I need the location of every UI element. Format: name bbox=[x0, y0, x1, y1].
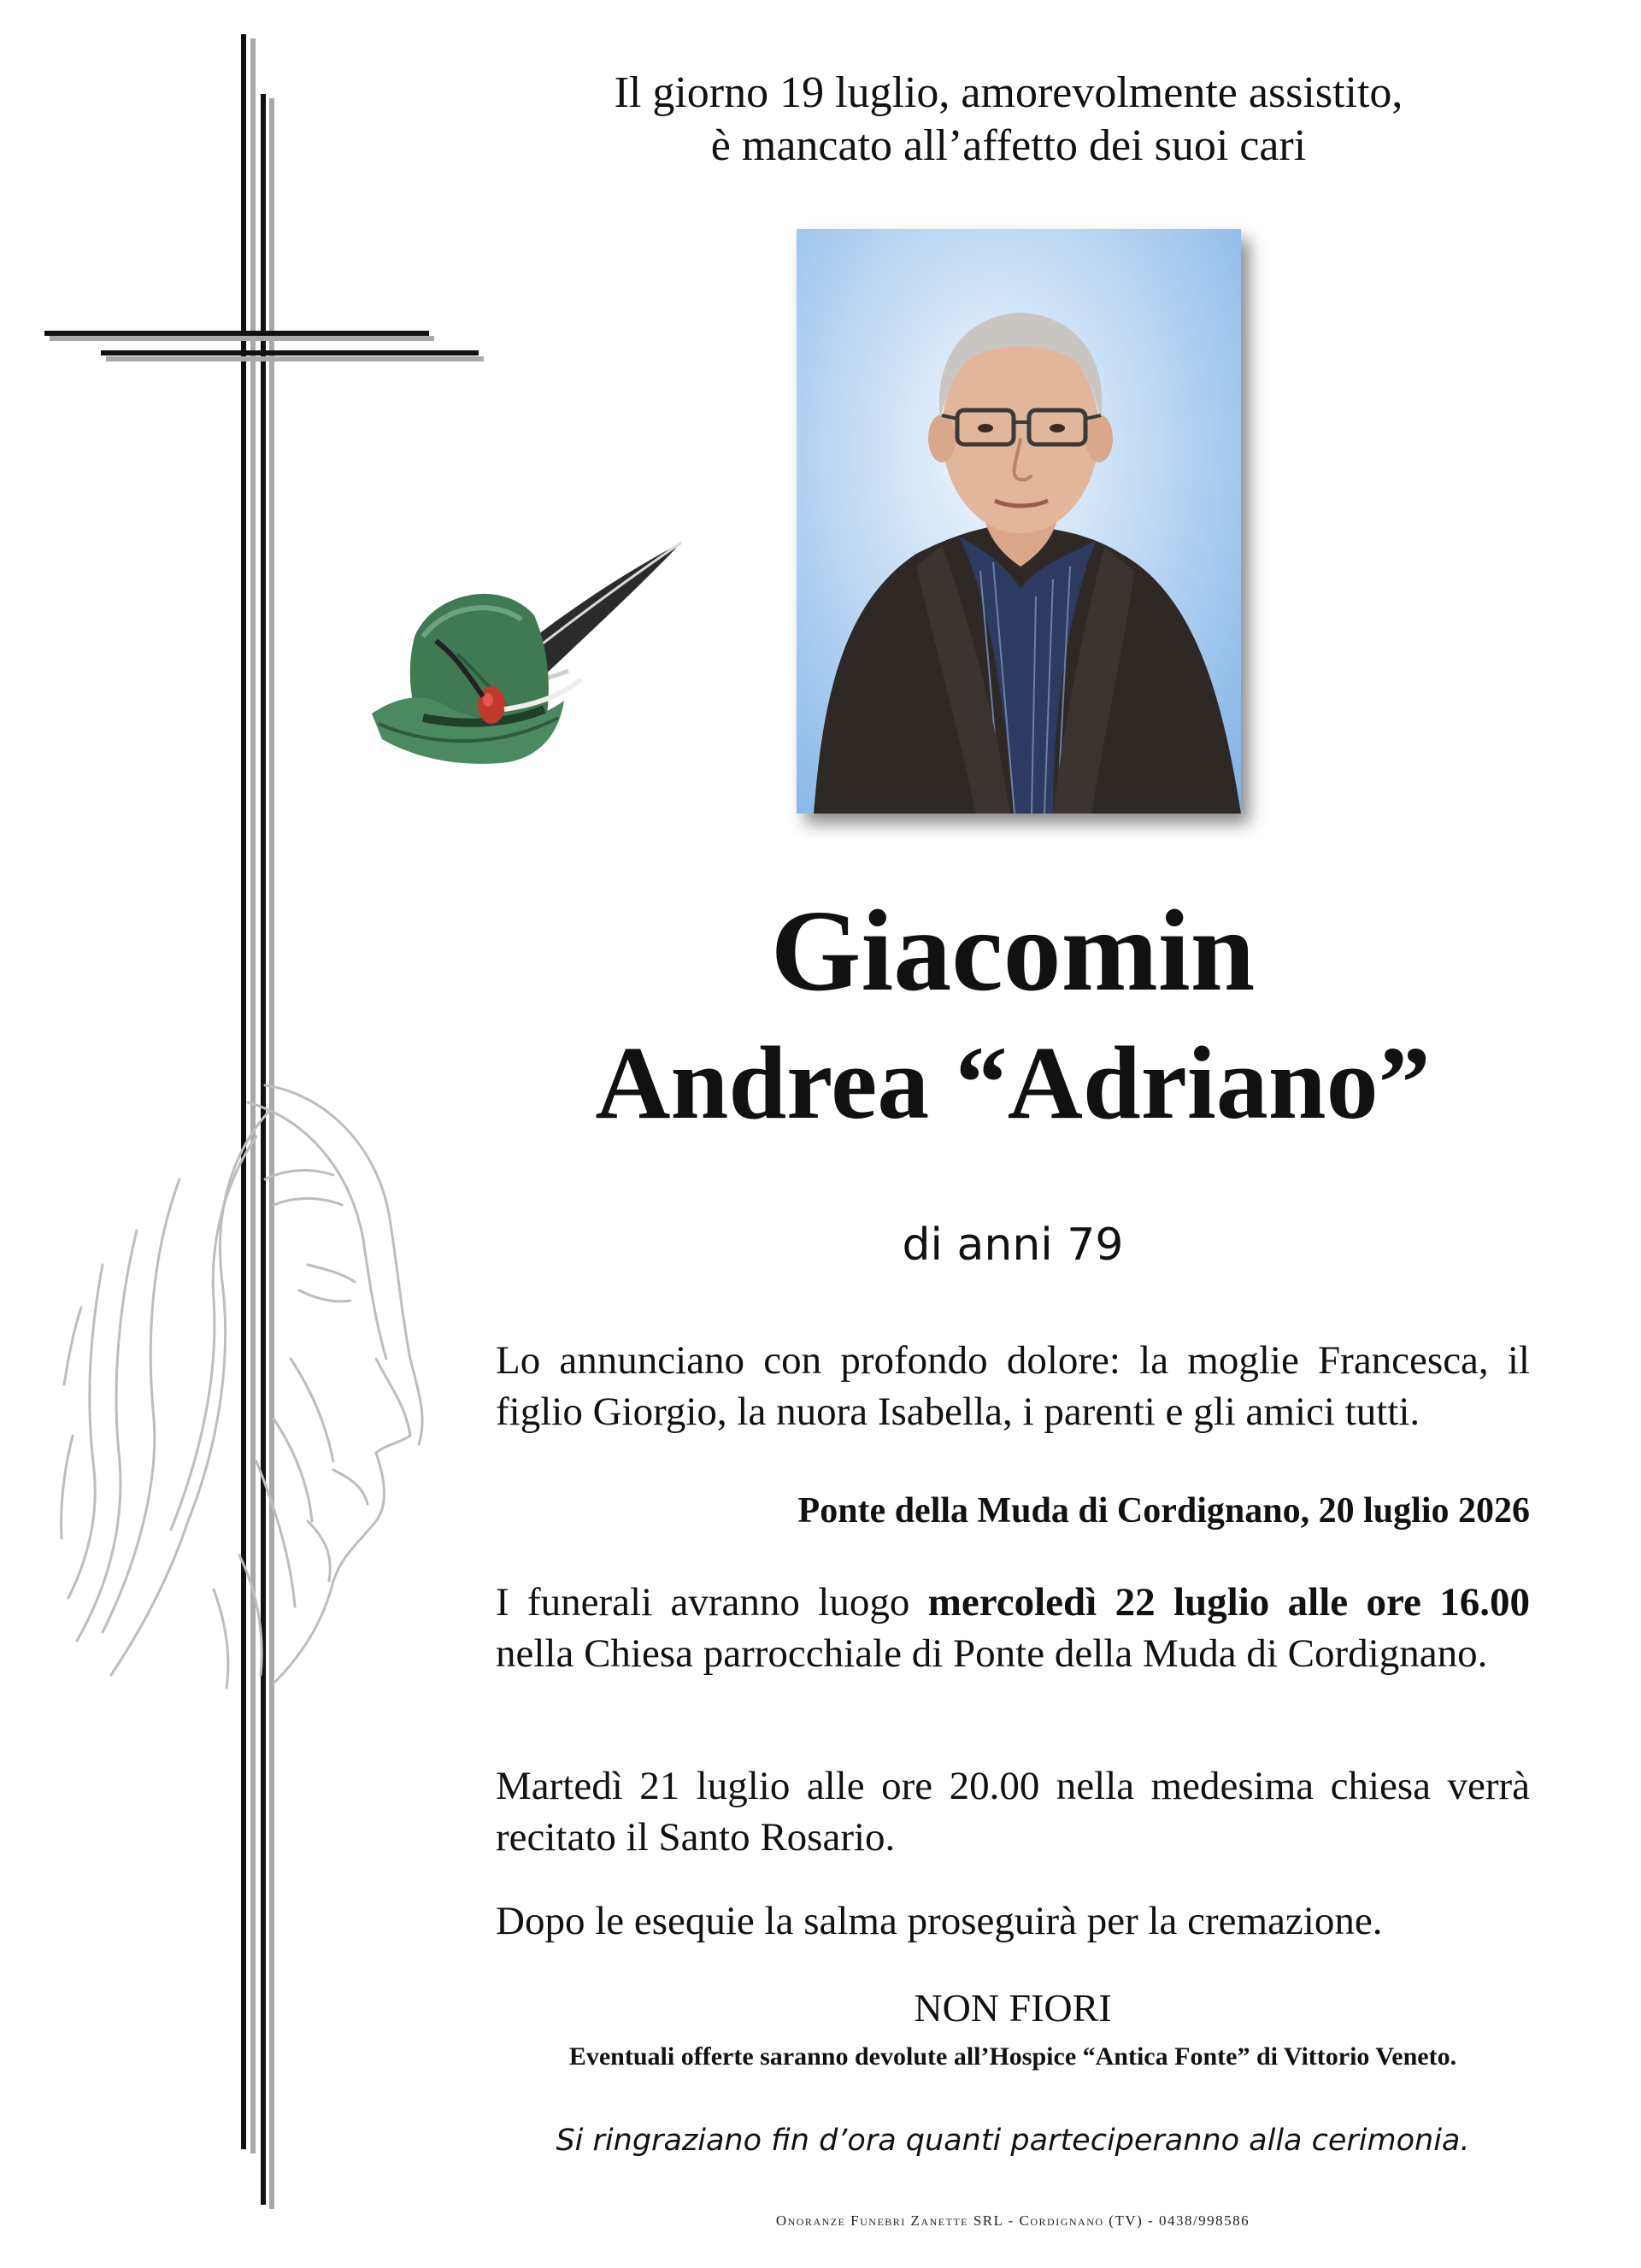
intro-line-2: è mancato all’affetto dei suoi cari bbox=[710, 121, 1307, 170]
cremation-text: Dopo le esequie la salma proseguirà per la cremazione. bbox=[496, 1899, 1383, 1943]
intro-line-1: Il giorno 19 luglio, amorevolmente assistito, bbox=[614, 68, 1403, 117]
deceased-given-name: Andrea “Adriano” bbox=[595, 1025, 1431, 1141]
intro-text bbox=[530, 67, 1487, 173]
cross-horizontal-shadow-2 bbox=[106, 356, 484, 361]
cross-horizontal-2 bbox=[101, 350, 479, 355]
cross-horizontal-shadow bbox=[50, 336, 434, 341]
offerings-text: Eventuali offerte saranno devolute all’Hospice “Antica Fonte” di Vittorio Veneto. bbox=[568, 2042, 1457, 2071]
thanks-text: Si ringraziano fin d’ora quanti parteciperanno alla cerimonia. bbox=[556, 2124, 1470, 2158]
funeral-when: mercoledì 22 luglio alle ore 16.00 bbox=[927, 1580, 1530, 1625]
christ-sketch bbox=[51, 1077, 444, 1692]
announcement-text: Lo annunciano con profondo dolore: la moglie Francesca, il figlio Giorgio, la nuora Isabella, i parenti e gli amici tutti. bbox=[496, 1338, 1530, 1434]
deceased-photo bbox=[797, 229, 1241, 814]
funeral-home-footer: Onoranze Funebri Zanette SRL - Cordignano (TV) - 0438/998586 bbox=[775, 2212, 1250, 2229]
cross-horizontal bbox=[44, 331, 429, 336]
alpine-hat-icon bbox=[363, 534, 697, 790]
funeral-suffix: nella Chiesa parrocchiale di Ponte della Muda di Cordignano. bbox=[496, 1631, 1488, 1676]
deceased-age: di anni 79 bbox=[902, 1219, 1124, 1271]
funeral-text bbox=[496, 1577, 1530, 1679]
funeral-prefix: I funerali avranno luogo bbox=[496, 1580, 928, 1625]
rosary-text: Martedì 21 luglio alle ore 20.00 nella medesima chiesa verrà recitato il Santo Rosario. bbox=[496, 1764, 1530, 1860]
place-date: Ponte della Muda di Cordignano, 20 luglio 2026 bbox=[797, 1491, 1530, 1531]
deceased-surname: Giacomin bbox=[770, 887, 1256, 1015]
non-fiori-heading: NON FIORI bbox=[914, 1986, 1112, 2030]
